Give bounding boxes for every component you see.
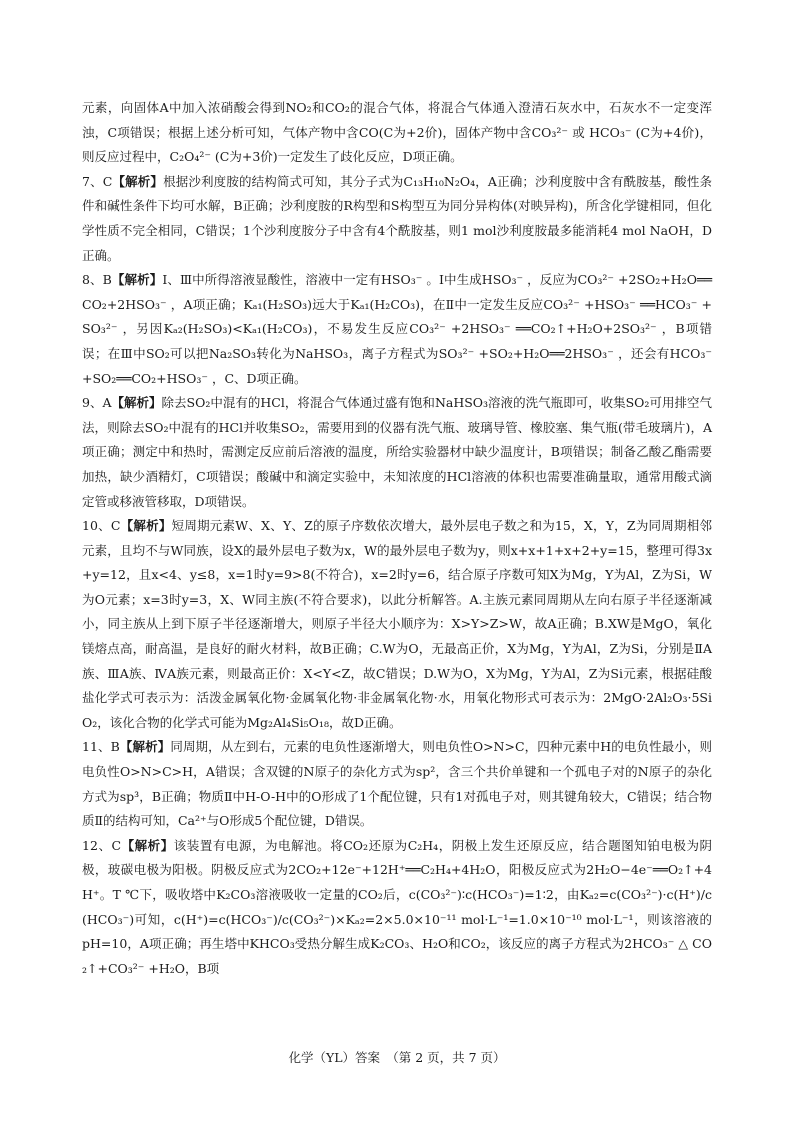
answer-9 (82, 391, 712, 514)
paragraph-text: 短周期元素W、X、Y、Z的原子序数依次增大，最外层电子数之和为15，X，Y，Z为同周期相邻元素，且均不与W同族，设X的最外层电子数为x，W的最外层电子数为y，则x+x+1+x+2+y=15，整理可得3x+y=12，且x<4、y≤8，x=1时y=9>8(不符合)，x=2时y=6，结合原子序数可知X为Mg，Y为Al，Z为Si，W为O元素；x=3时y=3，X、W同主族(不符合要求)，以此分析解答。A.主族元素同周期从左向右原子半径逐渐减小，同主族从上到下原子半径逐渐增大，则原子半径大小顺序为：X>Y>Z>W，故A正确；B.XW是MgO，氧化镁熔点高，耐高温，是良好的耐火材料，故B正确；C.W为O，无最高正价，X为Mg，Y为Al，Z为Si，分别是ⅡA族、ⅢA族、ⅣA族元素，则最高正价：X<Y<Z，故C错误；D.W为O，X为Mg，Y为Al，Z为Si元素，根据硅酸盐化学式可表示为：活泼金属氧化物·金属氧化物·非金属氧化物·水，用氧化物形式可表示为：2MgO·2Al₂O₃·5SiO₂，该化合物的化学式可能为Mg₂Al₄Si₅O₁₈，故D正确。 (82, 518, 712, 730)
answer-10 (82, 514, 712, 735)
question-number: 11、B (82, 739, 120, 755)
analysis-label: 【解析】 (121, 837, 174, 853)
question-number: 9、A (82, 395, 112, 411)
paragraph-cont (82, 96, 712, 170)
question-number: 8、B (82, 272, 112, 288)
analysis-label: 【解析】 (120, 518, 172, 534)
paragraph-text: 除去SO₂中混有的HCl，将混合气体通过盛有饱和NaHSO₃溶液的洗气瓶即可，收集SO₂可用排空气法，则除去SO₂中混有的HCl并收集SO₂，需要用到的仪器有洗气瓶、玻璃导管、橡胶塞、集气瓶(带毛玻璃片)，A项正确；测定中和热时，需测定反应前后溶液的温度，所给实验器材中缺少温度计，B项错误；制备乙酸乙酯需要加热，缺少酒精灯，C项错误；酸碱中和滴定实验中，未知浓度的HCl溶液的体积也需要准确量取，通常用酸式滴定管或移液管移取，D项错误。 (82, 395, 712, 509)
answer-7 (82, 170, 712, 268)
paragraph-text: 根据沙利度胺的结构简式可知，其分子式为C₁₃H₁₀N₂O₄，A正确；沙利度胺中含有酰胺基，酸性条件和碱性条件下均可水解，B正确；沙利度胺的R构型和S构型互为同分异构体(对映异构)，所含化学键相同，但化学性质不完全相同，C错误；1个沙利度胺分子中含有4个酰胺基，则1 mol沙利度胺最多能消耗4 mol NaOH，D正确。 (82, 173, 712, 263)
question-number: 7、C (82, 173, 113, 189)
question-number: 12、C (82, 837, 122, 853)
paragraph-text: 同周期，从左到右，元素的电负性逐渐增大，则电负性O>N>C，四种元素中H的电负性最小，则电负性O>N>C>H，A错误；含双键的N原子的杂化方式为sp²，含三个共价单键和一个孤电子对的N原子的杂化方式为sp³，B正确；物质Ⅱ中H-O-H中的O形成了1个配位键，只有1对孤电子对，则其键角较大，C错误；结合物质Ⅱ的结构可知，Ca²⁺与O形成5个配位键，D错误。 (82, 739, 712, 829)
paragraph-text: Ⅰ、Ⅲ中所得溶液显酸性，溶液中一定有HSO₃⁻ 。Ⅰ中生成HSO₃⁻ ，反应为CO₃²⁻ +2SO₂+H₂O══CO₂+2HSO₃⁻ ，A项正确；Kₐ₁(H₂SO₃)远大于Kₐ₁(H₂CO₃)，在Ⅱ中一定发生反应CO₃²⁻ +HSO₃⁻ ══HCO₃⁻ +SO₃²⁻ ，另因Kₐ₂(H₂SO₃)<Kₐ₁(H₂CO₃)，不易发生反应CO₃²⁻ +2HSO₃⁻ ══CO₂↑+H₂O+2SO₃²⁻ ，B项错误；在Ⅲ中SO₂可以把Na₂SO₃转化为NaHSO₃，离子方程式为SO₃²⁻ +SO₂+H₂O══2HSO₃⁻ ，还会有HCO₃⁻ +SO₂══CO₂+HSO₃⁻ ，C、D项正确。 (82, 272, 712, 386)
paragraph-text: 该装置有电源，为电解池。将CO₂还原为C₂H₄，阴极上发生还原反应，结合题图知铂电极为阴极，玻碳电极为阳极。阴极反应式为2CO₂+12e⁻+12H⁺══C₂H₄+4H₂O，阳极反应式为2H₂O−4e⁻══O₂↑+4H⁺。T ℃下，吸收塔中K₂CO₃溶液吸收一定量的CO₂后，c(CO₃²⁻)∶c(HCO₃⁻)=1∶2，由Kₐ₂=c(CO₃²⁻)·c(H⁺)/c(HCO₃⁻)可知，c(H⁺)=c(HCO₃⁻)/c(CO₃²⁻)×Kₐ₂=2×5.0×10⁻¹¹ mol·L⁻¹=1.0×10⁻¹⁰ mol·L⁻¹，则该溶液的pH=10，A项正确；再生塔中KHCO₃受热分解生成K₂CO₃、H₂O和CO₂，该反应的离子方程式为2HCO₃⁻ △ CO₂↑+CO₃²⁻ +H₂O，B项 (82, 837, 712, 976)
analysis-label: 【解析】 (119, 739, 171, 755)
analysis-label: 【解析】 (112, 173, 164, 189)
analysis-label: 【解析】 (111, 272, 163, 288)
paragraph-text: 元素，向固体A中加入浓硝酸会得到NO₂和CO₂的混合气体，将混合气体通入澄清石灰水中，石灰水不一定变浑浊，C项错误；根据上述分析可知，气体产物中含CO(C为+2价)，固体产物中含CO₃²⁻ 或 HCO₃⁻ (C为+4价)，则反应过程中，C₂O₄²⁻ (C为+3价)一定发生了歧化反应，D项正确。 (82, 100, 712, 165)
answer-8 (82, 268, 712, 391)
answer-11 (82, 735, 712, 833)
question-number: 10、C (82, 518, 121, 534)
page-footer: 化学（YL）答案 （第 2 页，共 7 页） (288, 1050, 506, 1065)
answer-12 (82, 834, 712, 982)
analysis-label: 【解析】 (111, 395, 162, 411)
